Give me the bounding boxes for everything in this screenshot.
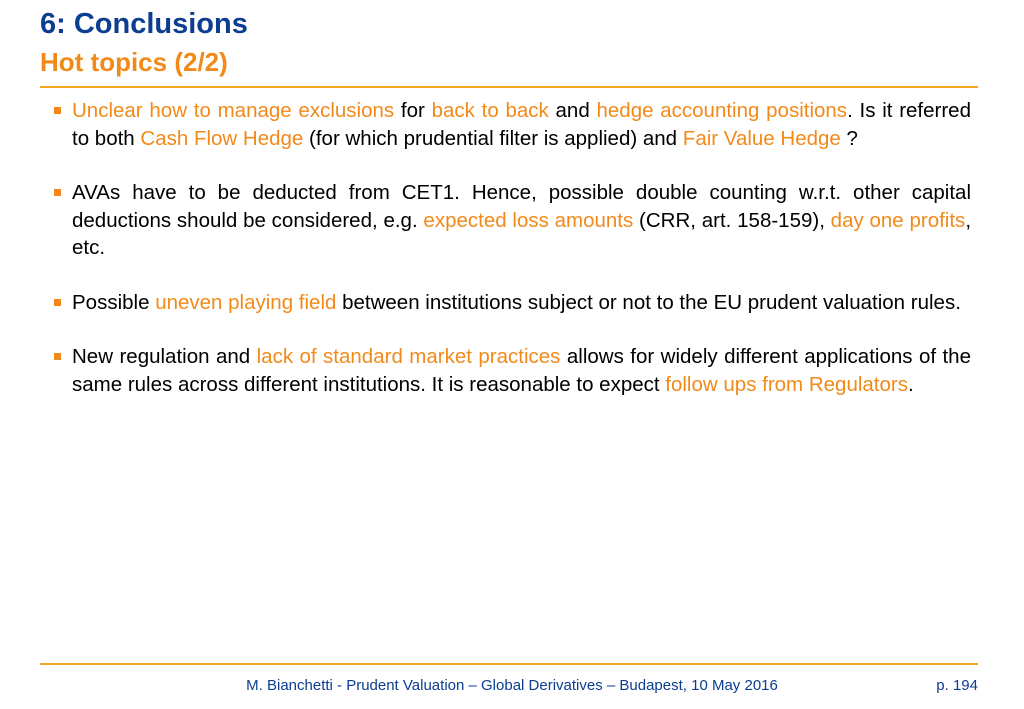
text-segment: Fair Value Hedge xyxy=(682,126,841,150)
text-segment: , etc. xyxy=(72,208,972,259)
text-segment: AVAs have to be deducted from CET1. Hence, possible double counting w.r.t. other capital deductions should be considered, e.g. xyxy=(72,181,971,232)
text-segment: day one profits xyxy=(830,208,966,232)
text-segment: allows for widely different applications of the same rules across different institutions. It is reasonable to expect xyxy=(72,345,971,396)
footer-divider xyxy=(40,663,978,665)
bullet-square-icon xyxy=(54,189,61,196)
bullet-square-icon xyxy=(54,299,61,306)
text-segment: and xyxy=(548,99,597,122)
text-segment: follow ups from Regulators xyxy=(665,372,908,396)
text-segment: lack of standard market practices xyxy=(256,345,561,368)
footer xyxy=(0,675,1024,697)
bullet-item xyxy=(53,289,971,317)
bullet-square-icon xyxy=(54,353,61,360)
bullet-list xyxy=(53,97,971,425)
bullet-item xyxy=(53,343,971,398)
text-segment: . Is it referred to both xyxy=(72,99,971,150)
text-segment: ? xyxy=(840,126,858,150)
text-segment: Unclear how to manage exclusions xyxy=(72,99,395,122)
text-segment: expected loss amounts xyxy=(423,208,634,232)
page-number: p. 194 xyxy=(936,677,978,694)
text-segment: uneven playing field xyxy=(155,290,337,314)
text-segment: . xyxy=(907,372,914,396)
bullet-text xyxy=(72,99,971,150)
text-segment: back to back xyxy=(431,99,549,122)
text-segment: New regulation and xyxy=(72,345,257,368)
header-divider xyxy=(40,86,978,88)
text-segment: hedge accounting positions xyxy=(596,99,848,122)
bullet-item xyxy=(53,97,971,152)
text-segment: (for which prudential filter is applied) and xyxy=(303,126,683,150)
text-segment: Cash Flow Hedge xyxy=(140,126,304,150)
bullet-square-icon xyxy=(54,107,61,114)
bullet-item xyxy=(53,179,971,262)
bullet-text xyxy=(72,345,971,396)
text-segment: Possible xyxy=(72,290,156,314)
bullet-text xyxy=(72,181,971,259)
slide-title: 6: Conclusions xyxy=(40,8,248,40)
footer-text: M. Bianchetti - Prudent Valuation – Global Derivatives – Budapest, 10 May 2016 xyxy=(246,677,778,694)
text-segment: (CRR, art. 158-159), xyxy=(633,208,831,232)
bullet-text xyxy=(72,291,961,314)
text-segment: for xyxy=(394,99,432,122)
text-segment: between institutions subject or not to the EU prudent valuation rules. xyxy=(336,290,961,314)
slide-subtitle: Hot topics (2/2) xyxy=(40,47,228,77)
